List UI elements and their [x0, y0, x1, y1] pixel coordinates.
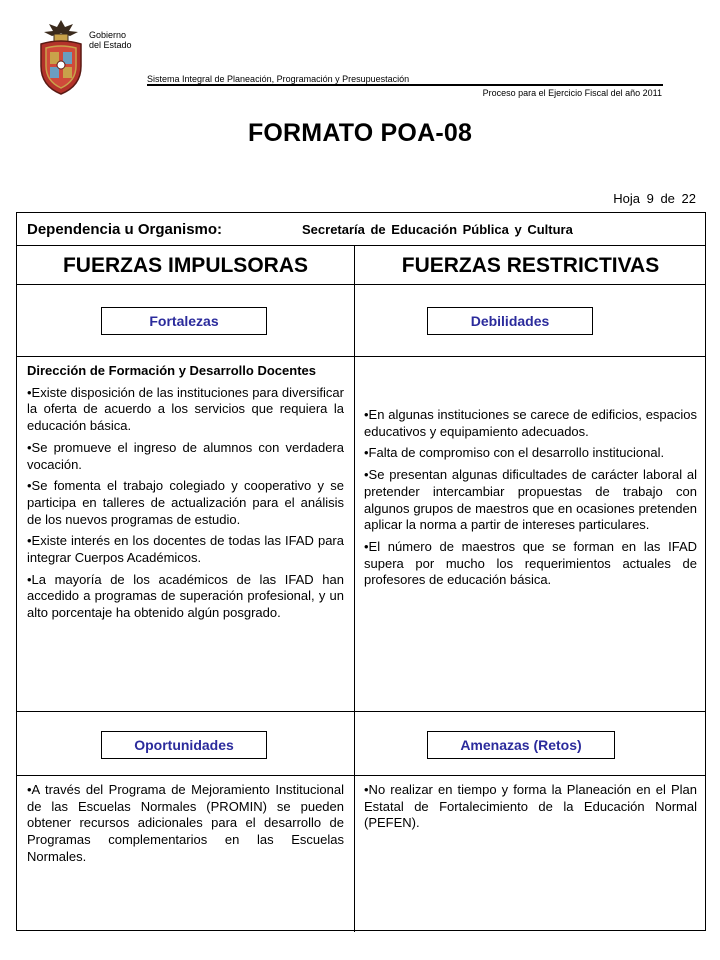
- fiscal-process-label: Proceso para el Ejercicio Fiscal del año 2011: [482, 88, 662, 98]
- list-item: •Existe interés en los docentes de todas las IFAD para integrar Cuerpos Académicos.: [27, 533, 344, 566]
- list-item: •Falta de compromiso con el desarrollo institucional.: [364, 445, 665, 461]
- oportunidades-content: [27, 782, 344, 871]
- gobierno-label: Gobierno del Estado: [89, 30, 132, 50]
- column-header-restrictivas: FUERZAS RESTRICTIVAS: [401, 254, 660, 277]
- list-item: •A través del Programa de Mejoramiento Institucional de las Escuelas Normales (PROMIN) se pueden obtener recursos adicionales para el desarrollo de Programas complementarios en las Escuelas Normales.: [27, 782, 344, 864]
- dependency-value: Secretaría de Educación Pública y Cultura: [302, 222, 573, 237]
- list-item: •Existe disposición de las instituciones para diversificar la oferta de acuerdo a los servicios que requiera la educación básica.: [27, 384, 344, 434]
- page-title: FORMATO POA-08: [247, 119, 473, 147]
- divider: [17, 356, 705, 357]
- system-name: Sistema Integral de Planeación, Programación y Presupuestación: [147, 74, 410, 84]
- oportunidades-label: Oportunidades: [101, 731, 267, 759]
- amenazas-content: [364, 782, 697, 837]
- list-item: •La mayoría de los académicos de las IFAD han accedido a programas de superación profesional, y un alto porcentaje ha obtenido algún posgrado.: [27, 571, 344, 621]
- debilidades-content: [364, 407, 697, 594]
- column-divider: [354, 245, 355, 932]
- amenazas-label: Amenazas (Retos): [427, 731, 615, 759]
- divider: [17, 245, 705, 246]
- fortalezas-content: [27, 363, 344, 627]
- list-item: •Se presentan algunas dificultades de carácter laboral al pretender intercambiar propuestas de trabajo con algunos grupos de maestros que en ocasiones pretenden aplicar la norma a partir de intereses particulares.: [364, 467, 697, 533]
- state-seal-icon: [36, 18, 86, 98]
- list-item: •En algunas instituciones se carece de edificios, espacios educativos y equipamiento adecuados.: [364, 407, 697, 439]
- list-item: •No realizar en tiempo y forma la Planeación en el Plan Estatal de Fortalecimiento de la Educación Normal (PEFEN).: [364, 782, 697, 831]
- divider: [17, 775, 705, 776]
- header-divider: [147, 84, 663, 86]
- debilidades-label: Debilidades: [427, 307, 593, 335]
- page-counter: Hoja 9 de 22: [613, 191, 696, 206]
- list-item: •El número de maestros que se forman en las IFAD supera por mucho los requerimientos actuales de profesores de educación básica.: [364, 538, 697, 588]
- fortalezas-subhead: Dirección de Formación y Desarrollo Docentes: [27, 363, 316, 378]
- dependency-label: Dependencia u Organismo:: [27, 221, 223, 238]
- list-item: •Se fomenta el trabajo colegiado y cooperativo y se participa en talleres de actualización para el análisis de los nuevos programas de estudio.: [27, 478, 344, 527]
- column-header-impulsoras: FUERZAS IMPULSORAS: [62, 254, 308, 277]
- fortalezas-label: Fortalezas: [101, 307, 267, 335]
- document-header: [0, 0, 720, 110]
- list-item: •Se promueve el ingreso de alumnos con verdadera vocación.: [27, 439, 344, 472]
- foda-table: [16, 212, 706, 931]
- divider: [17, 711, 705, 712]
